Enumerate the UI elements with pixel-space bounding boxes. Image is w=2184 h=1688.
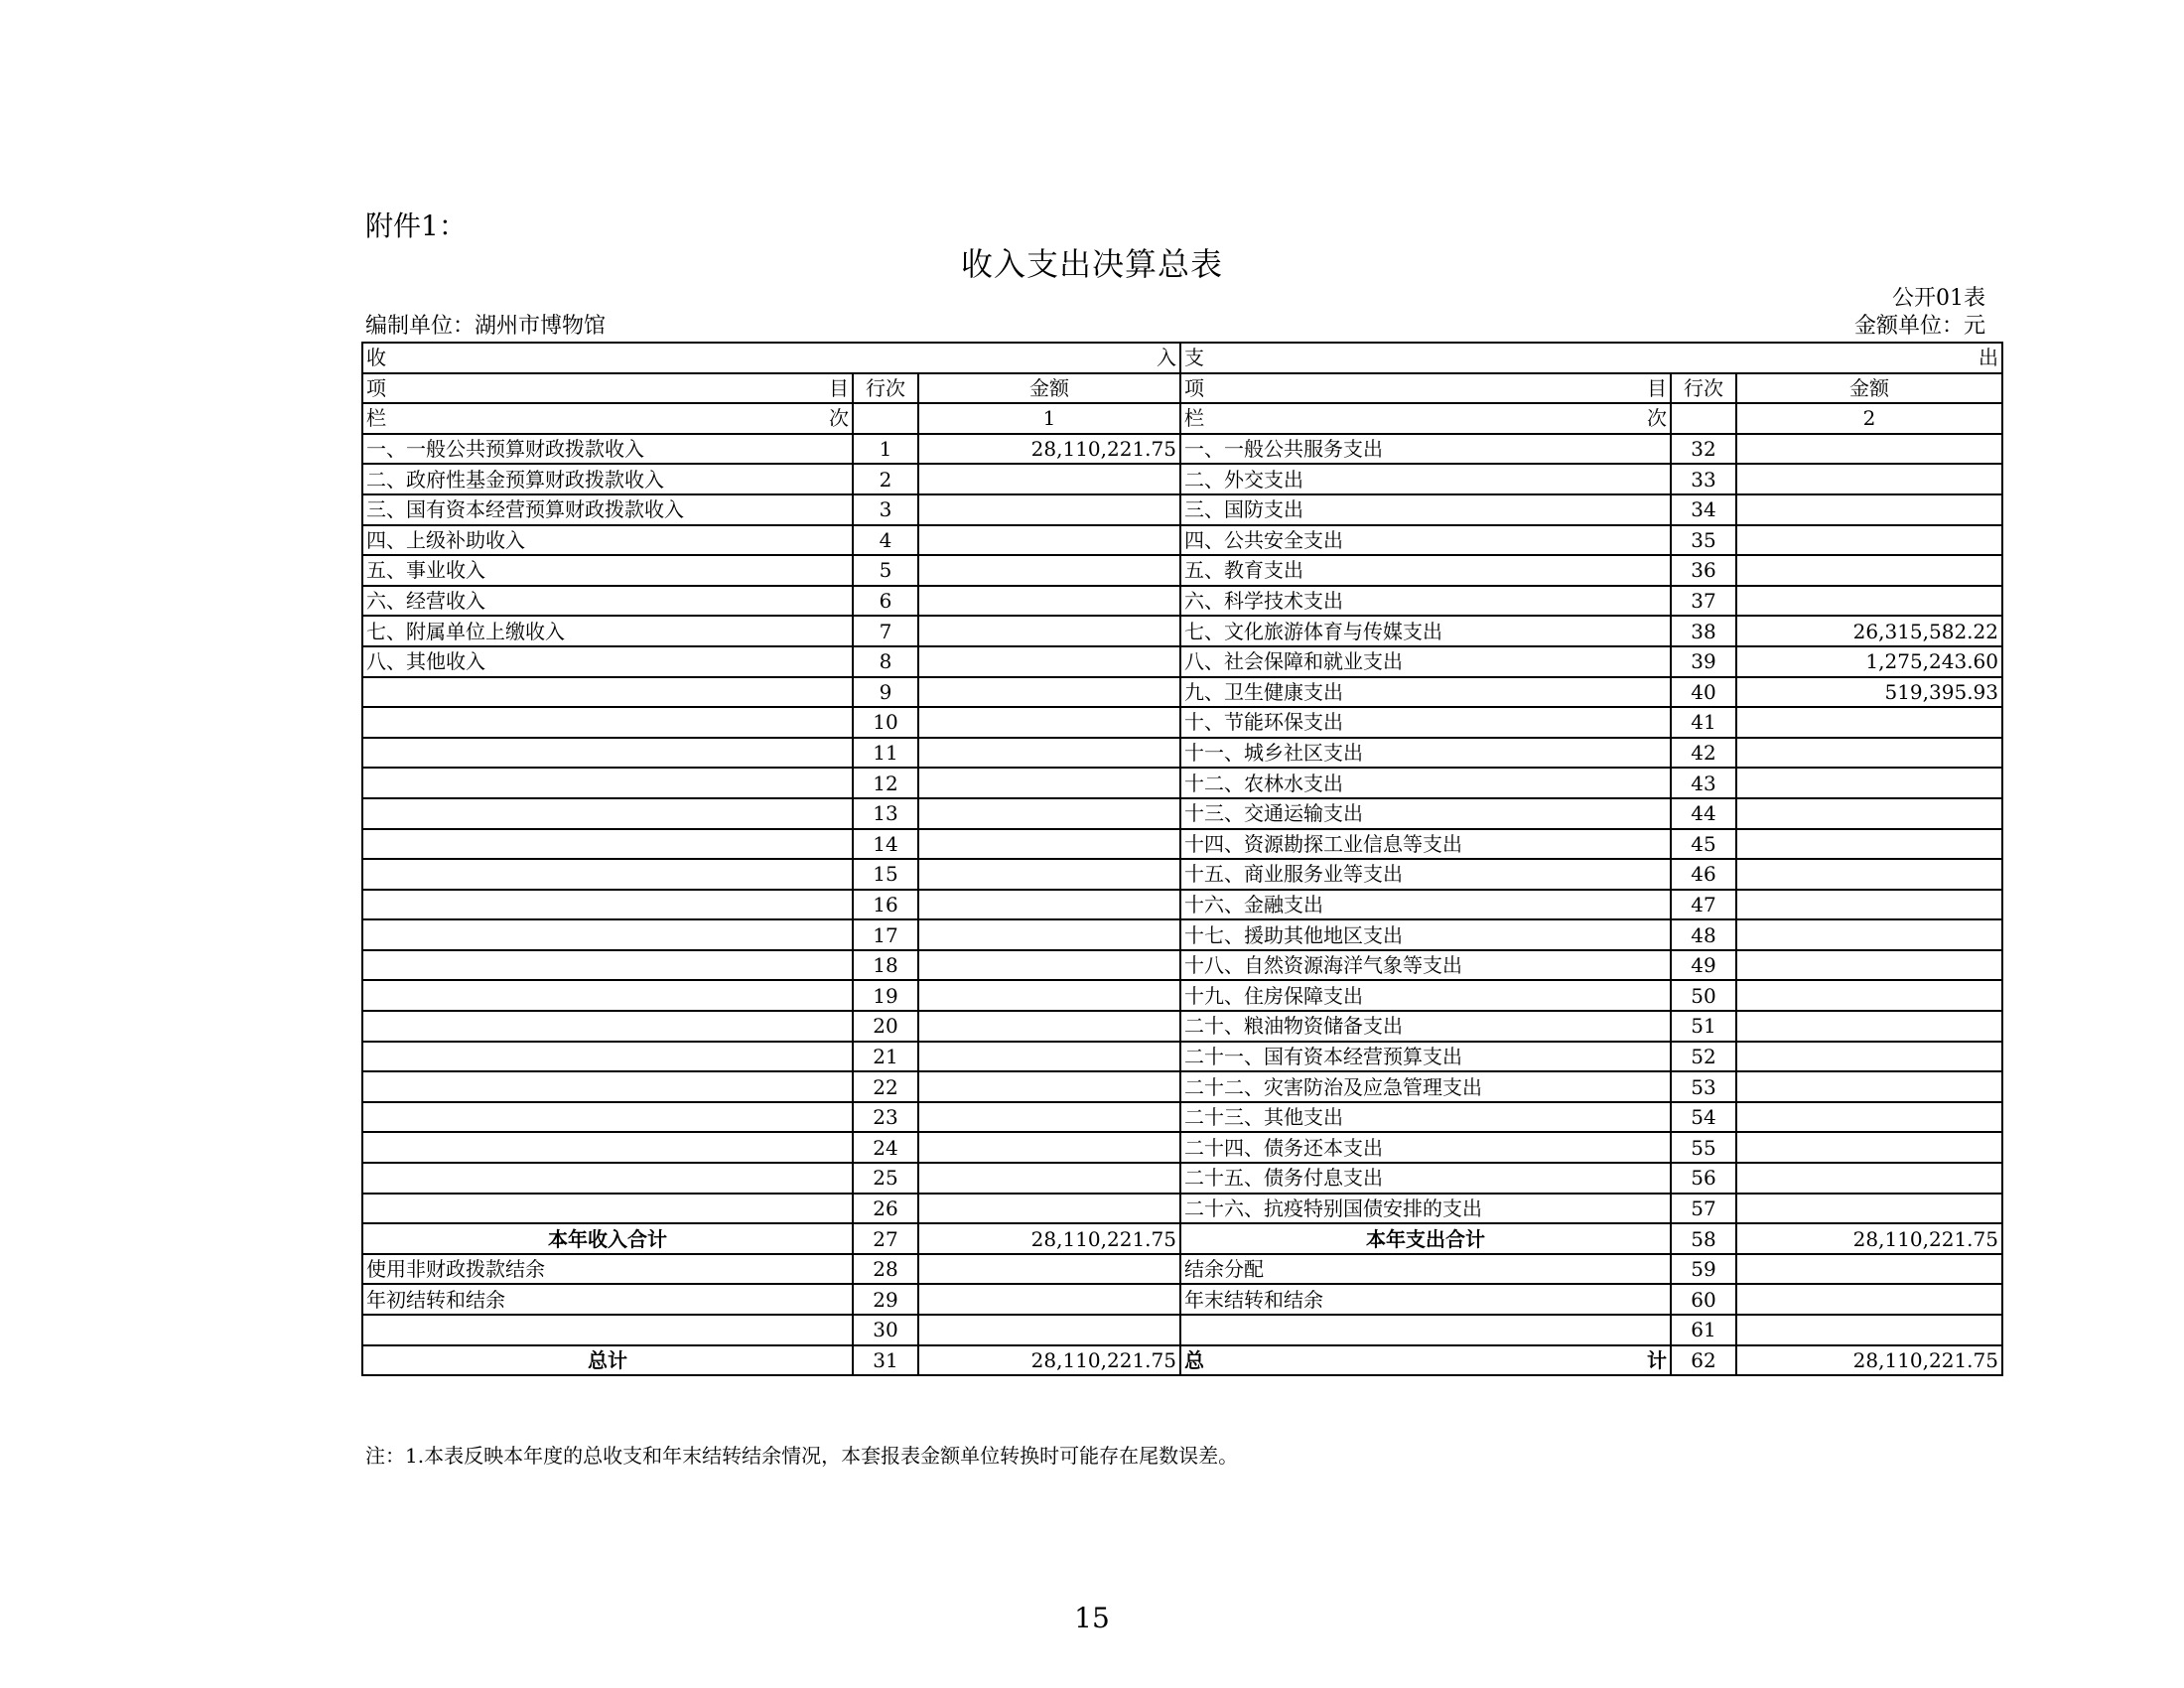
attachment-label: 附件1： — [365, 210, 467, 242]
table-row: 一、一般公共预算财政拨款收入 1 28,110,221.75 一、一般公共服务支出 32 — [362, 434, 2002, 465]
income-item-header: 项 目 — [362, 373, 853, 404]
organization-label: 编制单位：湖州市博物馆 — [365, 314, 607, 339]
footnote: 注：1.本表反映本年度的总收支和年末结转结余情况，本套报表金额单位转换时可能存在尾数误差。 — [365, 1444, 1239, 1468]
table-row: 21 二十一、国有资本经营预算支出 52 — [362, 1042, 2002, 1072]
year-total-row: 本年收入合计 27 28,110,221.75 本年支出合计 58 28,110,221.75 — [362, 1223, 2002, 1254]
table-row: 年初结转和结余 29 年末结转和结余 60 — [362, 1284, 2002, 1315]
expend-item-header: 项 目 — [1180, 373, 1671, 404]
expend-col-index-label: 栏 次 — [1180, 403, 1671, 434]
income-col-index-label: 栏 次 — [362, 403, 853, 434]
table-row: 18 十八、自然资源海洋气象等支出 49 — [362, 950, 2002, 981]
income-expenditure-table — [361, 342, 2003, 1376]
column-header-row — [362, 373, 2002, 404]
table-row: 24 二十四、债务还本支出 55 — [362, 1132, 2002, 1163]
table-row: 10 十、节能环保支出 41 — [362, 707, 2002, 738]
expend-col-index: 2 — [1736, 403, 2002, 434]
table-row: 11 十一、城乡社区支出 42 — [362, 738, 2002, 769]
year-expend-total-amount: 28,110,221.75 — [1736, 1223, 2002, 1254]
amount-unit-label: 金额单位：元 — [1853, 314, 1985, 339]
table-row: 八、其他收入 8 八、社会保障和就业支出 39 1,275,243.60 — [362, 646, 2002, 677]
year-income-total-amount: 28,110,221.75 — [918, 1223, 1180, 1254]
table-row: 六、经营收入 6 六、科学技术支出 37 — [362, 586, 2002, 617]
page-title: 收入支出决算总表 — [960, 245, 1223, 283]
table-row: 26 二十六、抗疫特别国债安排的支出 57 — [362, 1194, 2002, 1224]
column-index-row — [362, 403, 2002, 434]
table-row: 12 十二、农林水支出 43 — [362, 768, 2002, 798]
income-amount-header: 金额 — [918, 373, 1180, 404]
table-row: 16 十六、金融支出 47 — [362, 890, 2002, 920]
table-row: 二、政府性基金预算财政拨款收入 2 二、外交支出 33 — [362, 464, 2002, 494]
expend-grand-total-amount: 28,110,221.75 — [1736, 1345, 2002, 1376]
income-line-header: 行次 — [853, 373, 918, 404]
table-row: 15 十五、商业服务业等支出 46 — [362, 859, 2002, 890]
table-row: 五、事业收入 5 五、教育支出 36 — [362, 555, 2002, 586]
income-grand-total-label: 总计 — [362, 1345, 853, 1376]
table-row: 23 二十三、其他支出 54 — [362, 1102, 2002, 1133]
table-row: 使用非财政拨款结余 28 结余分配 59 — [362, 1254, 2002, 1285]
income-grand-total-amount: 28,110,221.75 — [918, 1345, 1180, 1376]
year-expend-total-label: 本年支出合计 — [1180, 1223, 1671, 1254]
table-row: 22 二十二、灾害防治及应急管理支出 53 — [362, 1071, 2002, 1102]
table-row: 13 十三、交通运输支出 44 — [362, 798, 2002, 829]
table-row: 14 十四、资源勘探工业信息等支出 45 — [362, 829, 2002, 860]
section-header-row — [362, 343, 2002, 373]
table-row: 9 九、卫生健康支出 40 519,395.93 — [362, 677, 2002, 708]
expenditure-section-header: 支 出 — [1180, 343, 2002, 373]
table-row: 20 二十、粮油物资储备支出 51 — [362, 1011, 2002, 1042]
table-number: 公开01表 — [1892, 286, 1985, 311]
table-row: 四、上级补助收入 4 四、公共安全支出 35 — [362, 525, 2002, 556]
table-row: 30 61 — [362, 1315, 2002, 1345]
page-number: 15 — [1074, 1602, 1110, 1634]
table-row: 25 二十五、债务付息支出 56 — [362, 1163, 2002, 1194]
income-col-index: 1 — [918, 403, 1180, 434]
table-row: 七、附属单位上缴收入 7 七、文化旅游体育与传媒支出 38 26,315,582.22 — [362, 616, 2002, 646]
grand-total-row: 总计 31 28,110,221.75 总 计 62 28,110,221.75 — [362, 1345, 2002, 1376]
income-section-header: 收 入 — [362, 343, 1180, 373]
year-income-total-label: 本年收入合计 — [362, 1223, 853, 1254]
expend-grand-total-label: 总 计 — [1180, 1345, 1671, 1376]
table-row: 19 十九、住房保障支出 50 — [362, 980, 2002, 1011]
table-row: 17 十七、援助其他地区支出 48 — [362, 919, 2002, 950]
expend-line-header: 行次 — [1671, 373, 1736, 404]
table-row: 三、国有资本经营预算财政拨款收入 3 三、国防支出 34 — [362, 494, 2002, 525]
expend-amount-header: 金额 — [1736, 373, 2002, 404]
